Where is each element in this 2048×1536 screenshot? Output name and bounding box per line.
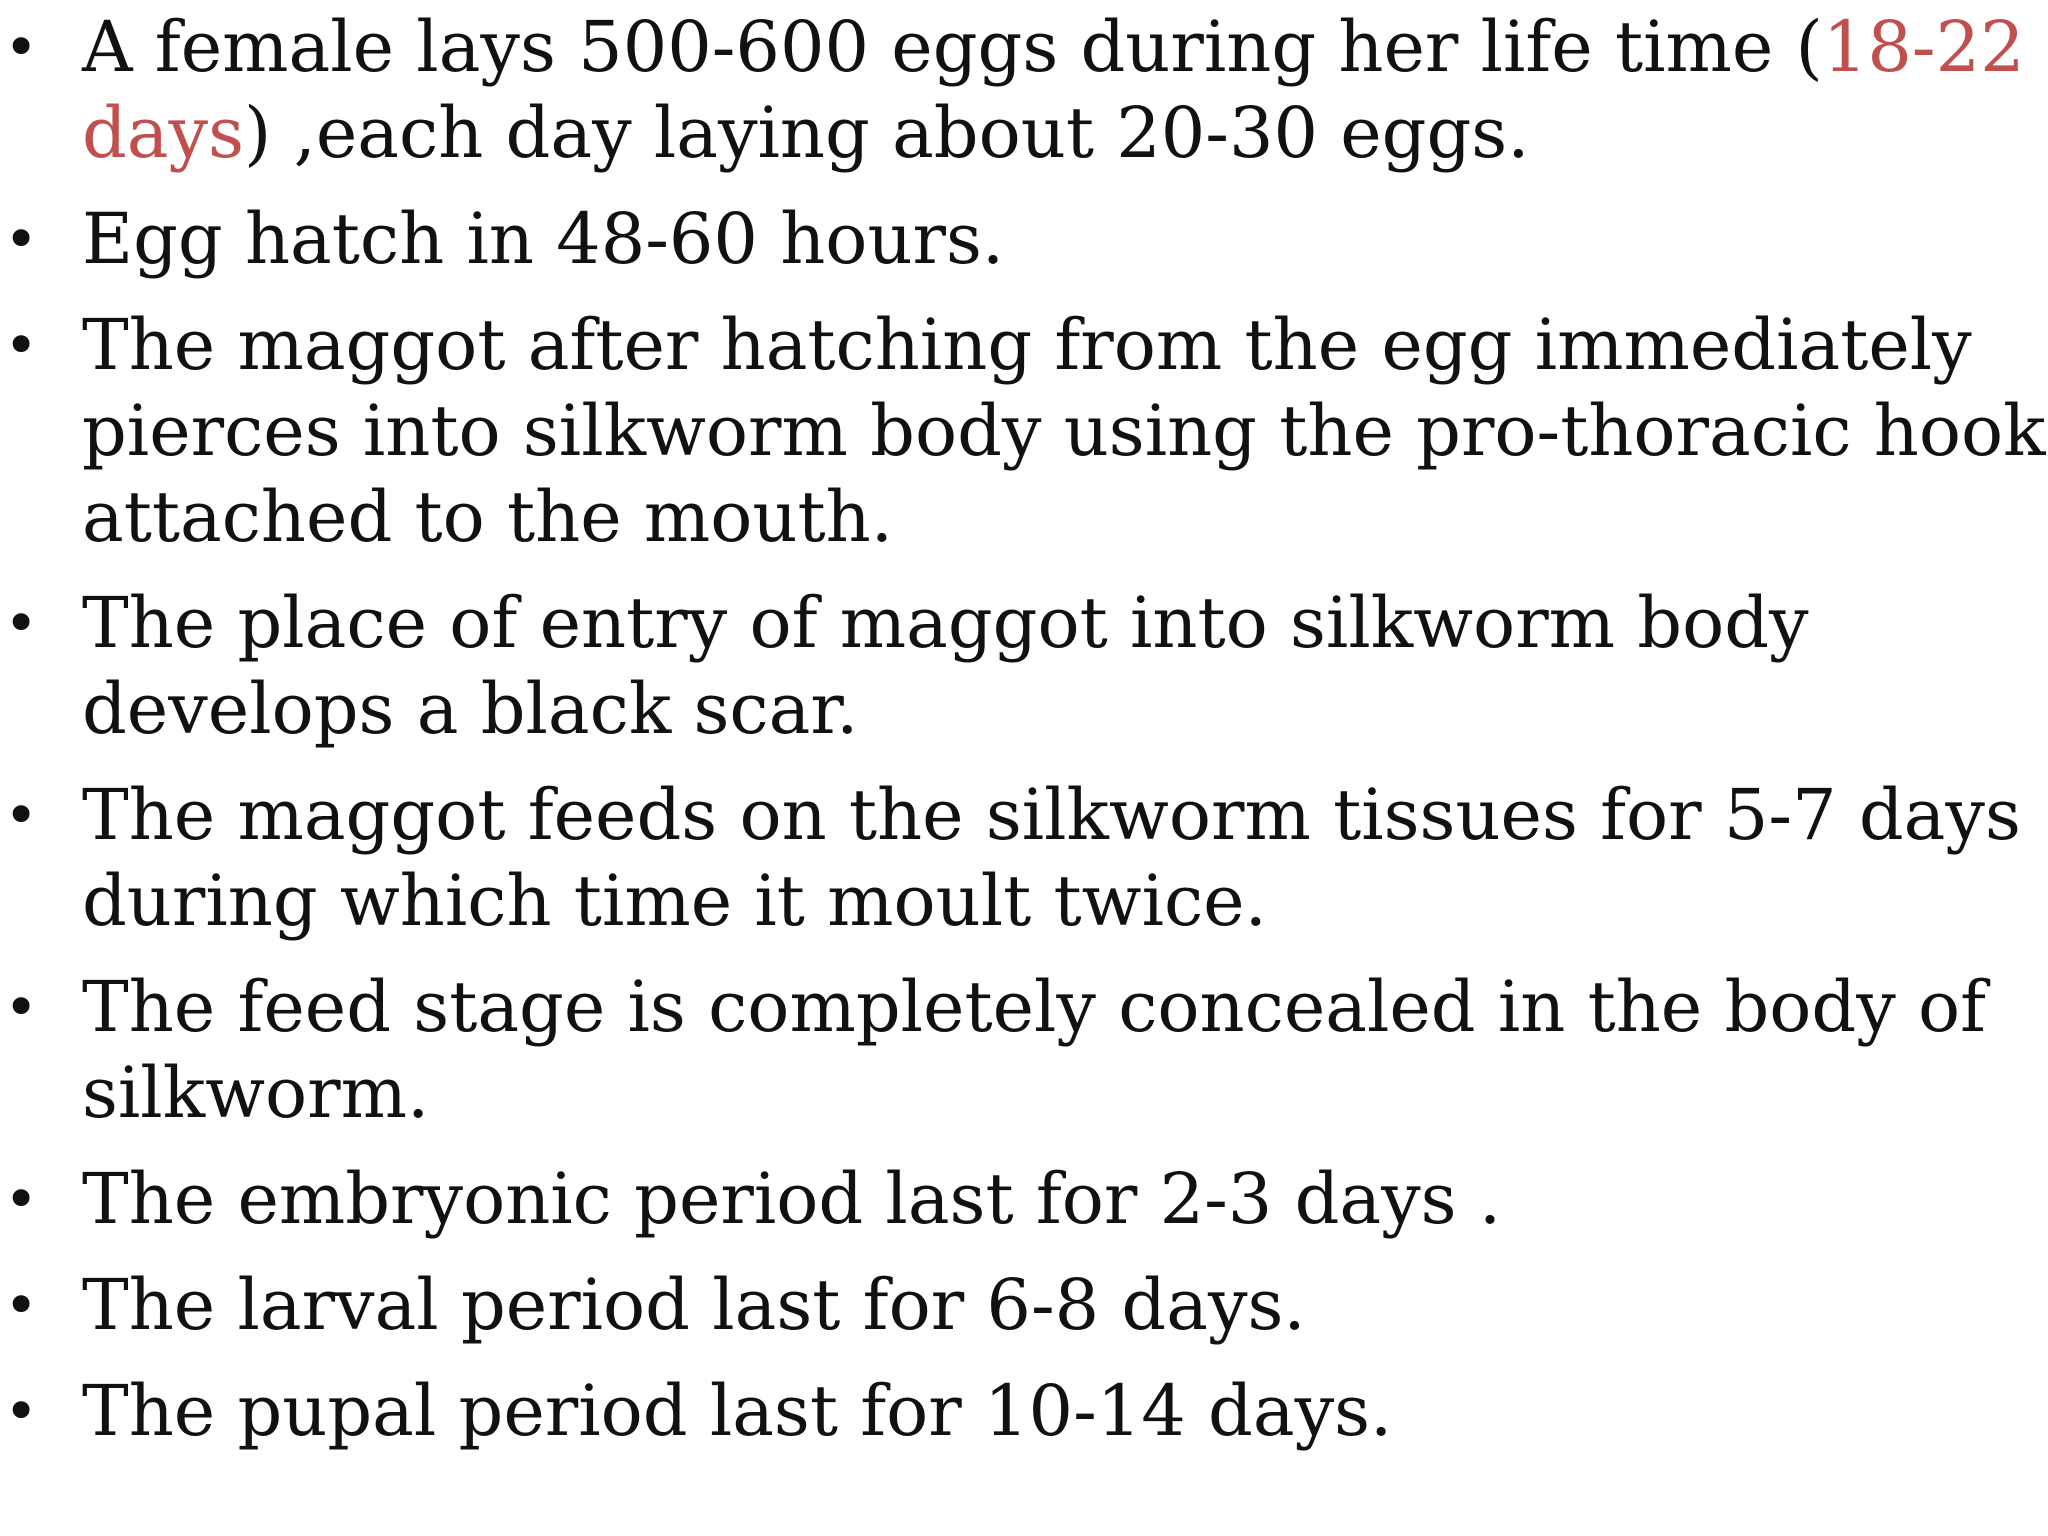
bullet-icon: • — [4, 973, 39, 1041]
text-segment: A female lays 500-600 eggs during her life time ( — [82, 6, 1823, 88]
bullet-icon: • — [4, 1271, 39, 1339]
highlighted-duration: 18-22 days — [82, 6, 2025, 174]
bullet-item — [0, 772, 2048, 944]
bullet-text: The maggot feeds on the silkworm tissues for 5-7 days during which time it moult twice. — [82, 774, 2021, 942]
bullet-text: The pupal period last for 10-14 days. — [82, 1370, 1393, 1452]
bullet-icon: • — [4, 311, 39, 379]
bullet-icon: • — [4, 781, 39, 849]
bullet-text: The embryonic period last for 2-3 days . — [82, 1158, 1502, 1240]
bullet-text: The maggot after hatching from the egg immediately pierces into silkworm body using the pro-thoracic hook attached to the mouth. — [82, 304, 2046, 558]
bullet-item — [0, 4, 2048, 176]
bullet-item — [0, 580, 2048, 752]
bullet-text: The place of entry of maggot into silkworm body develops a black scar. — [82, 582, 1809, 750]
bullet-item — [0, 1156, 2048, 1242]
bullet-icon: • — [4, 1377, 39, 1445]
bullet-text: The larval period last for 6-8 days. — [82, 1264, 1306, 1346]
bullet-icon: • — [4, 205, 39, 273]
bullet-text: Egg hatch in 48-60 hours. — [82, 198, 1005, 280]
bullet-text: The feed stage is completely concealed in the body of silkworm. — [82, 966, 1987, 1134]
bullet-icon: • — [4, 1165, 39, 1233]
bullet-item — [0, 1368, 2048, 1454]
bullet-item — [0, 196, 2048, 282]
text-segment: ) ,each day laying about 20-30 eggs. — [244, 92, 1530, 174]
bullet-item — [0, 1262, 2048, 1348]
bullet-icon: • — [4, 589, 39, 657]
bullet-list — [0, 4, 2048, 1474]
bullet-icon: • — [4, 13, 39, 81]
bullet-item — [0, 302, 2048, 560]
bullet-item — [0, 964, 2048, 1136]
bullet-text — [82, 6, 2025, 174]
